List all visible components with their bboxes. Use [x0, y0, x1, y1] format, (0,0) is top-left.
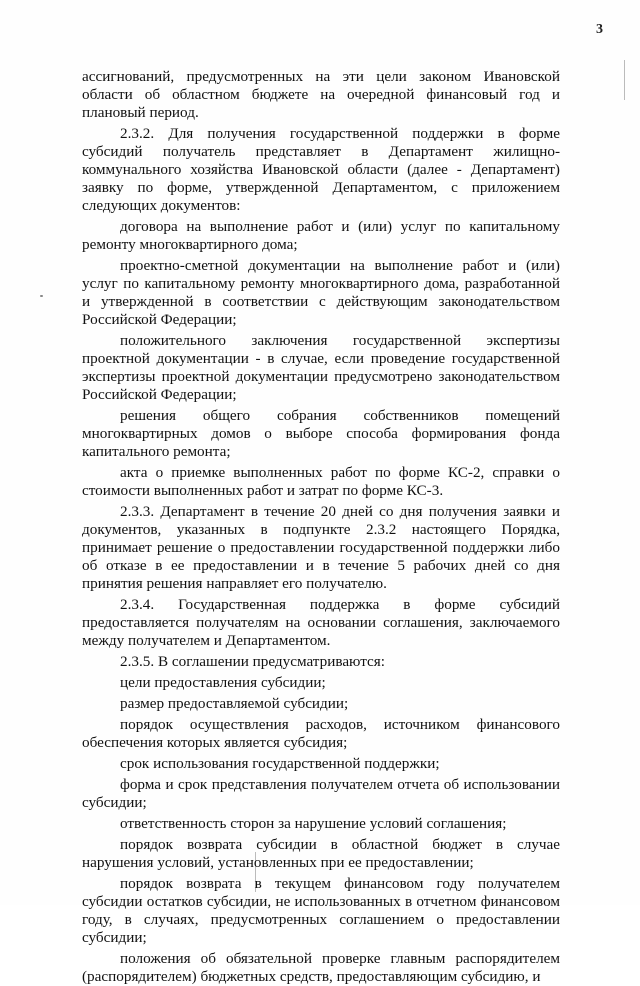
paragraph: размер предоставляемой субсидии; — [120, 695, 349, 712]
paragraph: 2.3.2. Для получения государственной поддержки в форме субсидий получатель представляет в Департамент жилищно-коммунального хозяйства Ивановской области (далее - Департамент) заявку по форме, утвержденной Департаментом, с приложением следующих документов: — [82, 125, 560, 214]
scan-speck — [40, 295, 43, 297]
paragraph: решения общего собрания собственников помещений многоквартирных домов о выборе способа формирования фонда капитального ремонта; — [82, 407, 560, 460]
paragraph: ответственность сторон за нарушение условий соглашения; — [120, 815, 507, 832]
paragraph: договора на выполнение работ и (или) услуг по капитальному ремонту многоквартирного дома; — [82, 218, 560, 253]
paragraph: цели предоставления субсидии; — [120, 674, 326, 691]
paragraph: 2.3.3. Департамент в течение 20 дней со дня получения заявки и документов, указанных в подпункте 2.3.2 настоящего Порядка, принимает решение о предоставлении государственной поддержки либо об отказе в ее предоставлении и в течение 5 рабочих дней со дня принятия решения направляет его получателю. — [82, 503, 560, 592]
paragraph: срок использования государственной поддержки; — [120, 755, 440, 772]
paragraph: порядок возврата субсидии в областной бюджет в случае нарушения условий, установленных при ее предоставлении; — [82, 836, 560, 871]
paragraph: форма и срок представления получателем отчета об использовании субсидии; — [82, 776, 560, 811]
paragraph: порядок возврата в текущем финансовом году получателем субсидии остатков субсидии, не использованных в отчетном финансовом году, в случаях, предусмотренных соглашением о предоставлении субсидии; — [82, 875, 560, 946]
scan-margin-line — [624, 60, 625, 100]
paragraph: акта о приемке выполненных работ по форме КС-2, справки о стоимости выполненных работ и затрат по форме КС-3. — [82, 464, 560, 499]
paragraph: порядок осуществления расходов, источником финансового обеспечения которых является субсидия; — [82, 716, 560, 751]
paragraph: ассигнований, предусмотренных на эти цели законом Ивановской области об областном бюджете на очередной финансовый год и плановый период. — [82, 68, 560, 121]
paragraph: положения об обязательной проверке главным распорядителем (распорядителем) бюджетных средств, предоставляющим субсидию, и — [82, 950, 560, 985]
paragraph: положительного заключения государственной экспертизы проектной документации - в случае, если проведение государственной экспертизы проектной документации предусмотрено законодательством Российской Федерации; — [82, 332, 560, 403]
paragraph: 2.3.5. В соглашении предусматриваются: — [120, 653, 385, 670]
paragraph: 2.3.4. Государственная поддержка в форме субсидий предоставляется получателям на основании соглашения, заключаемого между получателем и Департаментом. — [82, 596, 560, 649]
paragraph: проектно-сметной документации на выполнение работ и (или) услуг по капитальному ремонту многоквартирного дома, разработанной и утвержденной в соответствии с действующим законодательством Российской Федерации; — [82, 257, 560, 328]
document-body — [82, 68, 560, 986]
page-number: 3 — [596, 22, 603, 37]
